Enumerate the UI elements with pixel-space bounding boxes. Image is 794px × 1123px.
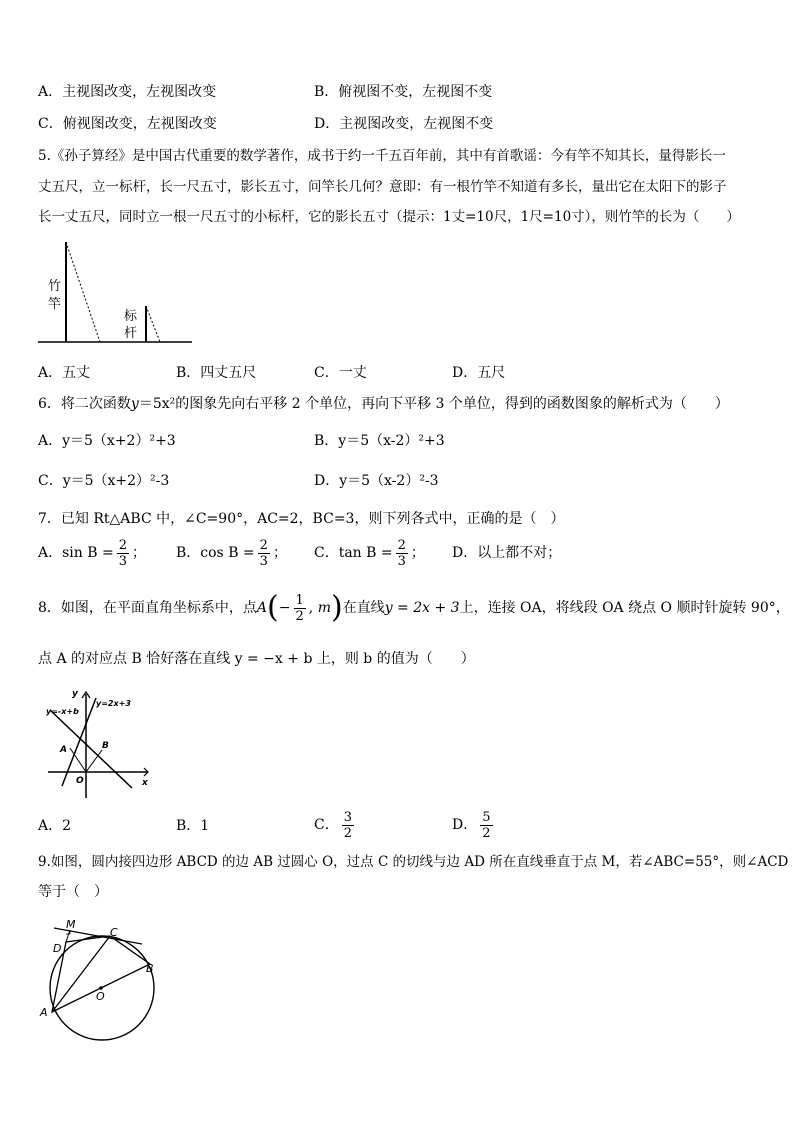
q6-stem-y: y xyxy=(130,396,139,412)
q8-option-a: A．2 xyxy=(38,818,72,834)
stick-label-2: 杆 xyxy=(124,326,138,341)
q6-stem-post: 的图象先向右平移 2 个单位，再向下平移 3 个单位，得到的函数图象的解析式为（ ） xyxy=(175,396,729,412)
q8-option-c: C． $\frac{3}{2}$ xyxy=(314,809,352,841)
q6-stem-pre: 6．将二次函数 xyxy=(38,396,131,412)
label-M: M xyxy=(66,918,76,931)
q9-stem-line1: 9.如图，圆内接四边形 ABCD 的边 AB 过圆心 O，过点 C 的切线与边 AD 所在直线垂直于点 M，若∠ABC=55°，则∠ACD xyxy=(38,854,789,870)
q5-option-c: C．一丈 xyxy=(314,365,367,381)
q8-option-b: B．1 xyxy=(176,818,210,834)
y-axis-label: y xyxy=(72,689,78,699)
q6-stem xyxy=(38,395,729,413)
pole-label-1: 竹 xyxy=(48,279,62,294)
point-A-label: A xyxy=(60,745,67,755)
q8-stem-line2: 点 A 的对应点 B 恰好落在直线 y = −x + b 上，则 b 的值为（ ） xyxy=(38,651,475,667)
stick-label-1: 标 xyxy=(124,309,138,324)
label-A: A xyxy=(40,1006,48,1019)
pole-sun-ray xyxy=(66,242,100,342)
label-D: D xyxy=(53,942,62,955)
label-C: C xyxy=(110,926,118,939)
q6-stem-eq: ＝5x² xyxy=(138,396,176,412)
label-B: B xyxy=(146,962,154,975)
x-axis-label: x xyxy=(142,778,148,788)
q4-option-d: D．主视图改变，左视图不变 xyxy=(314,116,494,132)
q5-stem-line2: 丈五尺，立一标杆，长一尺五寸，影长五寸，问竿长几何？意即：有一根竹竿不知道有多长，量出它在太阳下的影子 xyxy=(38,179,727,195)
q6-option-d: D．y＝5（x-2）²-3 xyxy=(314,473,439,489)
point-B-label: B xyxy=(102,741,109,751)
line-b-label: y=-x+b xyxy=(46,707,79,716)
pole-label-2: 竿 xyxy=(48,297,62,312)
q4-option-a: A．主视图改变，左视图改变 xyxy=(38,84,217,100)
q9-figure-circle-quadrilateral xyxy=(38,916,172,1050)
q6-option-c: C．y＝5（x+2）²-3 xyxy=(38,473,170,489)
q4-option-c: C．俯视图改变，左视图改变 xyxy=(38,116,217,132)
label-O: O xyxy=(96,990,105,1003)
q7-option-c: C．tan B = $\frac{2}{3}$ ； xyxy=(314,537,425,569)
q4-option-b: B．俯视图不变，左视图不变 xyxy=(314,84,493,100)
q7-option-d: D．以上都不对； xyxy=(452,545,562,561)
origin-label: O xyxy=(76,776,84,786)
q7-option-a: A．sin B = $\frac{2}{3}$ ； xyxy=(38,537,146,569)
extended-AD xyxy=(66,930,70,942)
q5-option-b: B．四丈五尺 xyxy=(176,365,257,381)
q8-option-d: D． $\frac{5}{2}$ xyxy=(452,809,491,841)
q5-stem-line1: 5.《孙子算经》是中国古代重要的数学著作，成书于约一千五百年前，其中有首歌谣：今有竿不知其长，量得影长一 xyxy=(38,148,726,164)
q7-stem: 7．已知 Rt△ABC 中，∠C=90°，AC=2，BC=3，则下列各式中，正确的是（ ） xyxy=(38,511,565,527)
q5-stem-line3: 长一丈五尺，同时立一根一尺五寸的小标杆，它的影长五寸（提示：1丈=10尺，1尺=10寸），则竹竿的长为（ ） xyxy=(38,209,740,225)
q7-option-b: B．cos B = $\frac{2}{3}$ ； xyxy=(176,537,287,569)
q5-option-d: D．五尺 xyxy=(452,365,506,381)
line-2x3-label: y=2x+3 xyxy=(96,699,131,708)
stick-sun-ray xyxy=(146,306,160,342)
q5-figure-pole-shadow xyxy=(36,238,196,350)
q6-option-a: A．y＝5（x+2）²+3 xyxy=(38,433,176,449)
q9-stem-line2: 等于（ ） xyxy=(38,884,108,900)
q6-option-b: B．y＝5（x-2）²+3 xyxy=(314,433,445,449)
q8-figure-coordinate-graph xyxy=(40,688,160,802)
q5-option-a: A．五丈 xyxy=(38,365,91,381)
q8-stem-line1: 8．如图，在平面直角坐标系中，点A(− $\frac{1}{2}$ , m)在直线y = 2x + 3上，连接 OA，将线段 OA 绕点 O 顺时针旋转 90°， xyxy=(38,590,790,625)
